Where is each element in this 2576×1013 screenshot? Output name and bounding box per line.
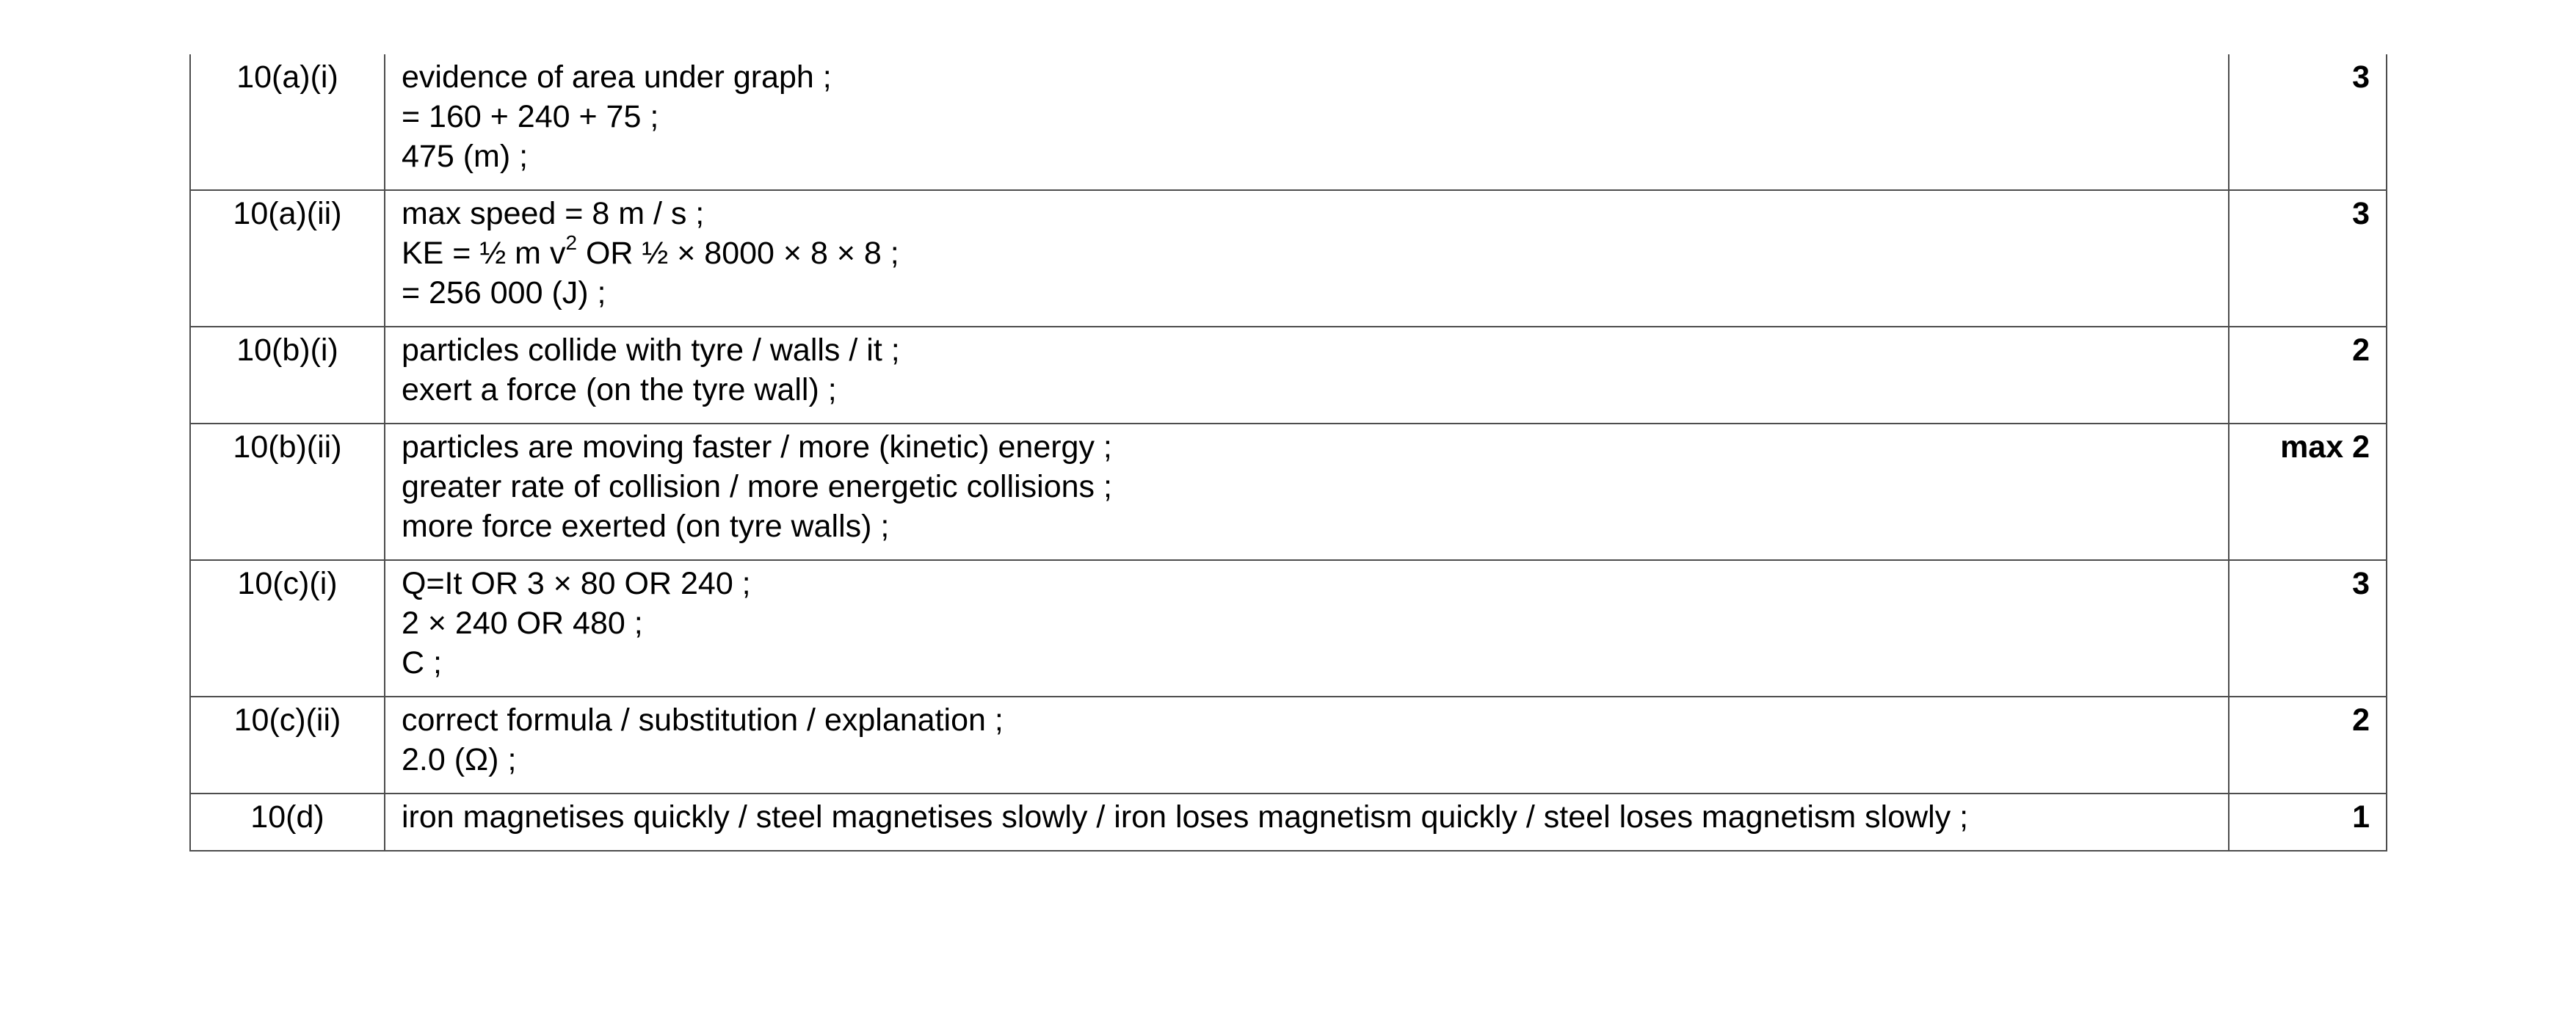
question-number: 10(d)	[190, 794, 385, 851]
question-number: 10(b)(ii)	[190, 424, 385, 560]
answer-cell	[385, 560, 2229, 697]
table-row	[190, 424, 2387, 560]
question-number: 10(c)(i)	[190, 560, 385, 697]
table-row	[190, 327, 2387, 424]
answer-cell	[385, 794, 2229, 851]
question-number: 10(a)(ii)	[190, 190, 385, 327]
table-row	[190, 560, 2387, 697]
answer-line: C ;	[402, 645, 442, 680]
answer-cell	[385, 327, 2229, 424]
answer-line: 2 × 240 OR 480 ;	[402, 606, 643, 641]
answer-line: = 160 + 240 + 75 ;	[402, 99, 659, 134]
answer-line: particles are moving faster / more (kinetic) energy ;	[402, 429, 1112, 465]
table-row	[190, 54, 2387, 190]
marks-value: 2	[2229, 697, 2387, 794]
table-row	[190, 794, 2387, 851]
marks-value: 3	[2229, 54, 2387, 190]
answer-cell	[385, 190, 2229, 327]
answer-line: evidence of area under graph ;	[402, 59, 832, 95]
mark-scheme-table	[189, 54, 2387, 852]
answer-line-part: OR ½ × 8000 × 8 × 8 ;	[577, 236, 899, 271]
marks-value: 3	[2229, 190, 2387, 327]
marks-value: 2	[2229, 327, 2387, 424]
answer-line: particles collide with tyre / walls / it ;	[402, 333, 900, 368]
marks-value: 3	[2229, 560, 2387, 697]
answer-cell	[385, 697, 2229, 794]
question-number: 10(a)(i)	[190, 54, 385, 190]
answer-line: greater rate of collision / more energetic collisions ;	[402, 469, 1112, 504]
marks-value: 1	[2229, 794, 2387, 851]
answer-line: = 256 000 (J) ;	[402, 275, 606, 311]
table-row	[190, 697, 2387, 794]
marks-value: max 2	[2229, 424, 2387, 560]
answer-cell	[385, 54, 2229, 190]
answer-line-part: KE = ½ m v	[402, 236, 566, 271]
answer-line: 475 (m) ;	[402, 139, 529, 174]
question-number: 10(b)(i)	[190, 327, 385, 424]
superscript-exponent: 2	[565, 230, 578, 254]
table-row	[190, 190, 2387, 327]
answer-line: 2.0 (Ω) ;	[402, 742, 517, 777]
answer-line: Q=It OR 3 × 80 OR 240 ;	[402, 566, 751, 601]
question-number: 10(c)(ii)	[190, 697, 385, 794]
answer-line: more force exerted (on tyre walls) ;	[402, 509, 890, 544]
answer-line: correct formula / substitution / explanation ;	[402, 702, 1004, 738]
answer-line: iron magnetises quickly / steel magnetises slowly / iron loses magnetism quickly / steel loses magnetism slowly ;	[402, 799, 1969, 835]
answer-line	[402, 230, 2212, 273]
answer-line: exert a force (on the tyre wall) ;	[402, 372, 837, 407]
answer-line: max speed = 8 m / s ;	[402, 196, 705, 231]
answer-cell	[385, 424, 2229, 560]
